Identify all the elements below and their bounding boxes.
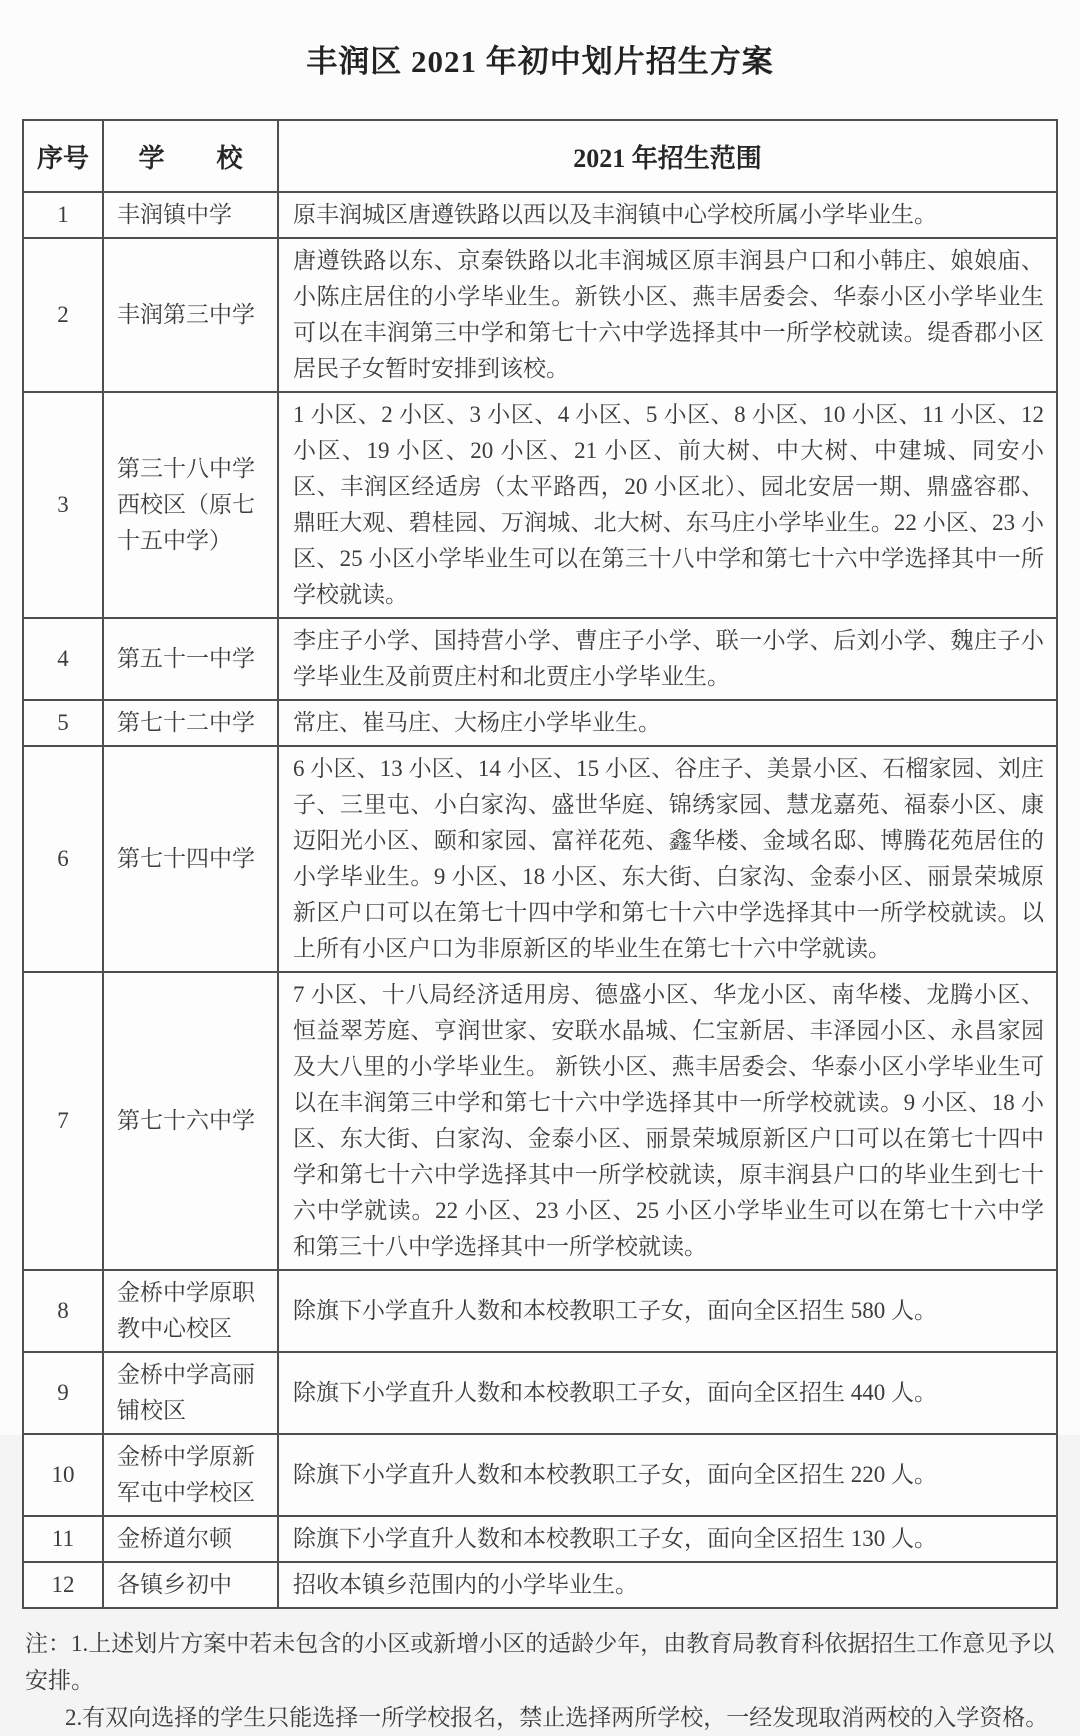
footnote-1: 注：1.上述划片方案中若未包含的小区或新增小区的适龄少年，由教育局教育科依据招生工作意见予以安排。 [25, 1631, 1055, 1693]
serial-cell: 11 [23, 1516, 103, 1562]
table-row [23, 392, 1057, 618]
table-header-row [23, 120, 1057, 192]
footnote-2: 2.有双向选择的学生只能选择一所学校报名，禁止选择两所学校，一经发现取消两校的入学资格。 [65, 1705, 1049, 1730]
school-cell: 各镇乡初中 [103, 1562, 278, 1608]
serial-cell: 5 [23, 700, 103, 746]
scope-cell: 除旗下小学直升人数和本校教职工子女，面向全区招生 440 人。 [278, 1352, 1057, 1434]
serial-cell: 3 [23, 392, 103, 618]
school-cell: 第五十一中学 [103, 618, 278, 700]
serial-cell: 12 [23, 1562, 103, 1608]
table-row [23, 972, 1057, 1270]
scope-cell: 1 小区、2 小区、3 小区、4 小区、5 小区、8 小区、10 小区、11 小区、12 小区、19 小区、20 小区、21 小区、前大树、中大树、中建城、同安小区、丰润区经适房（太平路西，20 小区北）、园北安居一期、鼎盛容郡、鼎旺大观、碧桂园、万润城、北大树、东马庄小学毕业生。22 小区、23 小区、25 小区小学毕业生可以在第三十八中学和第七十六中学选择其中一所学校就读。 [278, 392, 1057, 618]
scope-cell: 6 小区、13 小区、14 小区、15 小区、谷庄子、美景小区、石榴家园、刘庄子、三里屯、小白家沟、盛世华庭、锦绣家园、慧龙嘉苑、福泰小区、康迈阳光小区、颐和家园、富祥花苑、鑫华楼、金域名邸、博腾花苑居住的小学毕业生。9 小区、18 小区、东大街、白家沟、金泰小区、丽景荣城原新区户口可以在第七十四中学和第七十六中学选择其中一所学校就读。以上所有小区户口为非原新区的毕业生在第七十六中学就读。 [278, 746, 1057, 972]
school-cell: 丰润镇中学 [103, 192, 278, 238]
serial-cell: 10 [23, 1434, 103, 1516]
table-row [23, 238, 1057, 392]
table-row [23, 1562, 1057, 1608]
scope-cell: 7 小区、十八局经济适用房、德盛小区、华龙小区、南华楼、龙腾小区、恒益翠芳庭、亨润世家、安联水晶城、仁宝新居、丰泽园小区、永昌家园及大八里的小学毕业生。 新铁小区、燕丰居委会、华泰小区小学毕业生可以在丰润第三中学和第七十六中学选择其中一所学校就读。9 小区、18 小区、东大街、白家沟、金泰小区、丽景荣城原新区户口可以在第七十四中学和第七十六中学选择其中一所学校就读，原丰润县户口的毕业生到七十六中学就读。22 小区、23 小区、25 小区小学毕业生可以在第七十六中学和第三十八中学选择其中一所学校就读。 [278, 972, 1057, 1270]
scope-cell: 除旗下小学直升人数和本校教职工子女，面向全区招生 220 人。 [278, 1434, 1057, 1516]
header-cell-school: 学 校 [103, 120, 278, 192]
serial-cell: 9 [23, 1352, 103, 1434]
school-cell: 第七十二中学 [103, 700, 278, 746]
scope-cell: 李庄子小学、国持营小学、曹庄子小学、联一小学、后刘小学、魏庄子小学毕业生及前贾庄村和北贾庄小学毕业生。 [278, 618, 1057, 700]
school-cell: 金桥中学原新军屯中学校区 [103, 1434, 278, 1516]
scope-cell: 唐遵铁路以东、京秦铁路以北丰润城区原丰润县户口和小韩庄、娘娘庙、小陈庄居住的小学毕业生。新铁小区、燕丰居委会、华泰小区小学毕业生可以在丰润第三中学和第七十六中学选择其中一所学校就读。缇香郡小区居民子女暂时安排到该校。 [278, 238, 1057, 392]
school-cell: 第七十四中学 [103, 746, 278, 972]
table-row [23, 700, 1057, 746]
scope-cell: 除旗下小学直升人数和本校教职工子女，面向全区招生 130 人。 [278, 1516, 1057, 1562]
serial-cell: 6 [23, 746, 103, 972]
school-cell: 丰润第三中学 [103, 238, 278, 392]
scope-cell: 除旗下小学直升人数和本校教职工子女，面向全区招生 580 人。 [278, 1270, 1057, 1352]
table-row [23, 746, 1057, 972]
serial-cell: 4 [23, 618, 103, 700]
serial-cell: 7 [23, 972, 103, 1270]
table-row [23, 1270, 1057, 1352]
table-row [23, 1352, 1057, 1434]
school-cell: 第七十六中学 [103, 972, 278, 1270]
school-cell: 金桥道尔顿 [103, 1516, 278, 1562]
table-row [23, 1434, 1057, 1516]
scope-cell: 招收本镇乡范围内的小学毕业生。 [278, 1562, 1057, 1608]
scope-cell: 常庄、崔马庄、大杨庄小学毕业生。 [278, 700, 1057, 746]
school-cell: 第三十八中学西校区（原七十五中学） [103, 392, 278, 618]
table-row [23, 192, 1057, 238]
admission-zoning-table [22, 119, 1058, 1609]
table-row [23, 1516, 1057, 1562]
serial-cell: 1 [23, 192, 103, 238]
footnotes [22, 1625, 1058, 1736]
header-cell-serial: 序号 [23, 120, 103, 192]
school-cell: 金桥中学高丽铺校区 [103, 1352, 278, 1434]
header-cell-scope: 2021 年招生范围 [278, 120, 1057, 192]
serial-cell: 2 [23, 238, 103, 392]
school-cell: 金桥中学原职教中心校区 [103, 1270, 278, 1352]
table-row [23, 618, 1057, 700]
scope-cell: 原丰润城区唐遵铁路以西以及丰润镇中心学校所属小学毕业生。 [278, 192, 1057, 238]
serial-cell: 8 [23, 1270, 103, 1352]
page-title: 丰润区 2021 年初中划片招生方案 [306, 44, 774, 79]
